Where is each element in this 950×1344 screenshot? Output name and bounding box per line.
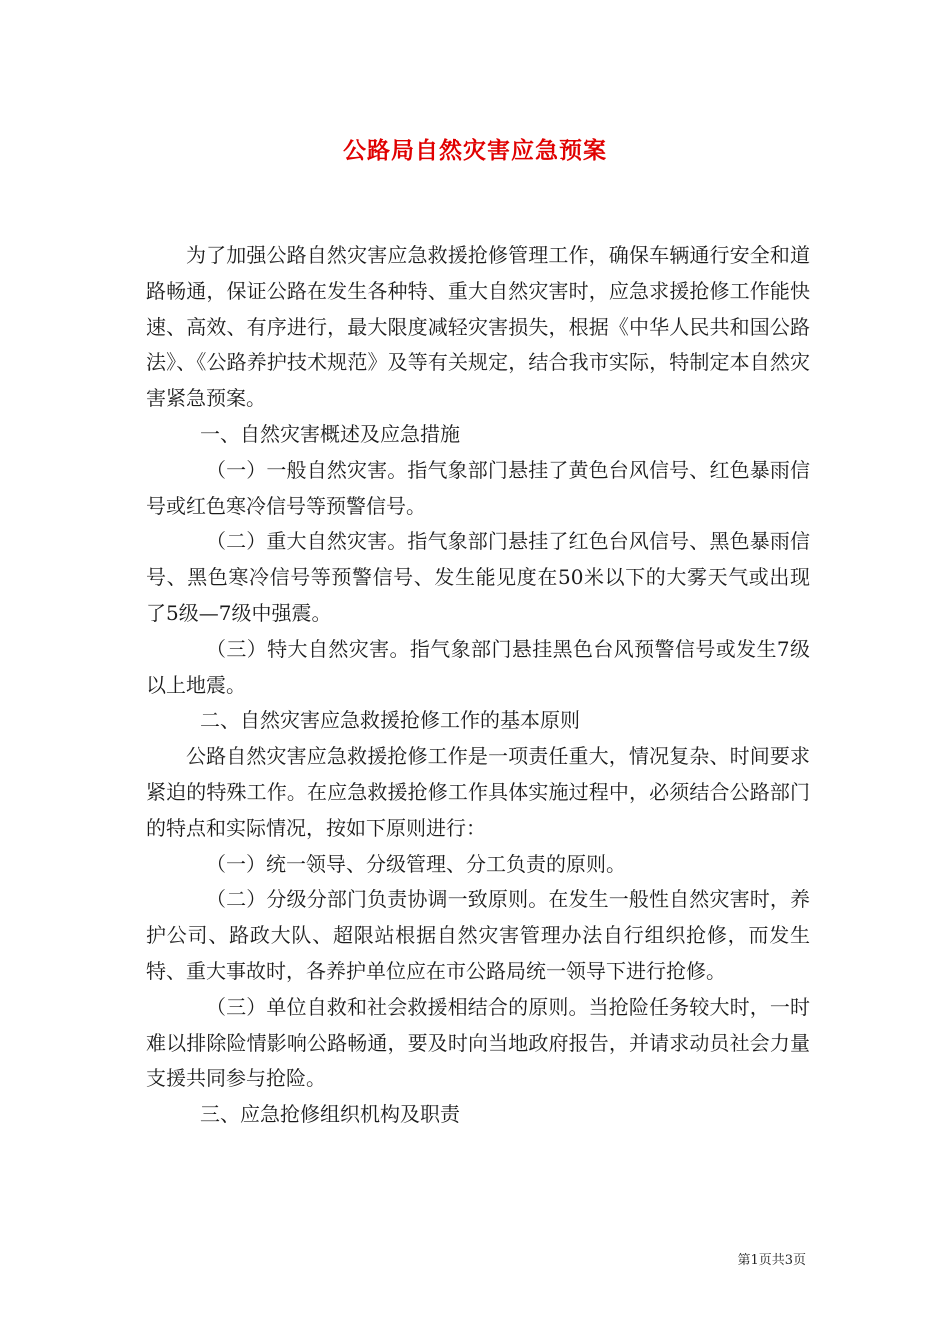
section-1-item-1: （一）一般自然灾害。指气象部门悬挂了黄色台风信号、红色暴雨信号或红色寒冷信号等预警信号。 (146, 457, 810, 518)
section-1-item-2: （二）重大自然灾害。指气象部门悬挂了红色台风信号、黑色暴雨信号、黑色寒冷信号等预警信号、发生能见度在50米以下的大雾天气或出现了5级—7级中强震。 (146, 529, 810, 625)
document-body (146, 238, 810, 1133)
section-heading-1: 一、自然灾害概述及应急措施 (200, 421, 460, 446)
section-2-intro: 公路自然灾害应急救援抢修工作是一项责任重大，情况复杂、时间要求紧迫的特殊工作。在应急救援抢修工作具体实施过程中，必须结合公路部门的特点和实际情况，按如下原则进行： (146, 744, 810, 840)
intro-paragraph: 为了加强公路自然灾害应急救援抢修管理工作，确保车辆通行安全和道路畅通，保证公路在发生各种特、重大自然灾害时，应急求援抢修工作能快速、高效、有序进行，最大限度减轻灾害损失，根据《中华人民共和国公路法》、《公路养护技术规范》及等有关规定，结合我市实际，特制定本自然灾害紧急预案。 (146, 243, 810, 411)
section-2-item-2: （二）分级分部门负责协调一致原则。在发生一般性自然灾害时，养护公司、路政大队、超限站根据自然灾害管理办法自行组织抢修，而发生特、重大事故时，各养护单位应在市公路局统一领导下进行抢修。 (146, 887, 810, 983)
section-heading-2: 二、自然灾害应急救援抢修工作的基本原则 (200, 708, 580, 733)
section-2-item-1: （一）统一领导、分级管理、分工负责的原则。 (206, 851, 626, 876)
section-heading-3: 三、应急抢修组织机构及职责 (200, 1102, 460, 1127)
section-2-item-3: （三）单位自救和社会救援相结合的原则。当抢险任务较大时，一时难以排除险情影响公路畅通，要及时向当地政府报告，并请求动员社会力量支援共同参与抢险。 (146, 994, 810, 1091)
page-title: 公路局自然灾害应急预案 (343, 137, 607, 164)
page-number: 第1页共3页 (737, 1253, 806, 1268)
section-1-item-3: （三）特大自然灾害。指气象部门悬挂黑色台风预警信号或发生7级以上地震。 (146, 636, 810, 697)
